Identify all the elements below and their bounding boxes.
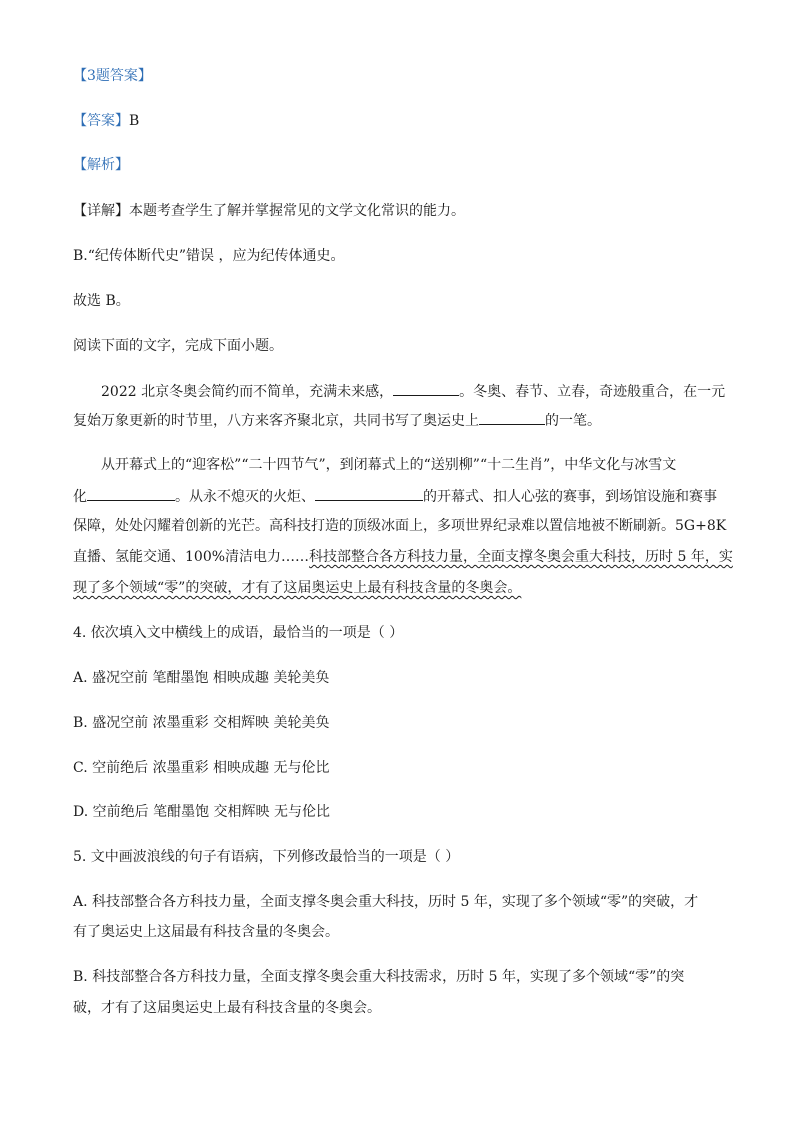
- q5-stem: 5. 文中画波浪线的句子有语病，下列修改最恰当的一项是（ ）: [73, 849, 460, 865]
- q4-option-b: B. 盛况空前 浓墨重彩 交相辉映 美轮美奂: [73, 715, 330, 731]
- passage-text: 2022 北京冬奥会简约而不简单，充满未来感，: [101, 384, 394, 400]
- answer-line: [73, 111, 139, 131]
- passage-p2-line4: [73, 547, 733, 567]
- q5-option-a-line2: 有了奥运史上这届最有科技含量的冬奥会。: [73, 924, 339, 940]
- answer-label: 【答案】: [73, 113, 129, 129]
- correction-text: B.“纪传体断代史”错误 ，应为纪传体通史。: [73, 248, 345, 264]
- detail-text: 本题考查学生了解并掌握常见的文学文化常识的能力。: [129, 203, 465, 219]
- fill-blank-4: [315, 486, 423, 501]
- wavy-underlined-sentence: 现了多个领域“零”的突破，才有了这届奥运史上最有科技含量的冬奥会。: [73, 580, 522, 596]
- passage-text: 的开幕式、扣人心弦的赛事，到场馆设施和赛事: [423, 489, 717, 505]
- answer-heading: 【3题答案】: [73, 68, 152, 84]
- passage-p2-line2: [73, 486, 717, 507]
- passage-text: 化: [73, 489, 87, 505]
- answer-value: B: [129, 113, 140, 129]
- reading-intro: 阅读下面的文字，完成下面小题。: [73, 338, 283, 354]
- analysis-label: 【解析】: [73, 157, 129, 173]
- passage-p2-line3: 保障，处处闪耀着创新的光芒。高科技打造的顶级冰面上，多项世界纪录难以置信地被不断刷新。5G+8K: [73, 518, 727, 534]
- fill-blank-3: [87, 486, 175, 501]
- q5-option-b-line2: 破，才有了这届奥运史上最有科技含量的冬奥会。: [73, 1000, 381, 1016]
- detail-line: [73, 201, 465, 221]
- passage-p2-line1: 从开幕式上的“迎客松”“二十四节气”，到闭幕式上的“送别柳”“十二生肖”，中华文化与冰雪文: [101, 457, 677, 473]
- passage-text: 直播、氢能交通、100%清洁电力……: [73, 549, 310, 565]
- passage-p1-line2: [73, 410, 601, 431]
- q4-option-d: D. 空前绝后 笔酣墨饱 交相辉映 无与伦比: [73, 804, 330, 820]
- passage-text: 的一笔。: [545, 413, 601, 429]
- detail-label: 【详解】: [73, 203, 129, 219]
- passage-p1-line1: [101, 381, 725, 402]
- q4-option-a: A. 盛况空前 笔酣墨饱 相映成趣 美轮美奂: [73, 670, 330, 686]
- passage-p2-line5: [73, 578, 521, 598]
- passage-text: 。冬奥、春节、立春，奇迹般重合，在一元: [459, 384, 726, 400]
- conclusion-text: 故选 B。: [73, 293, 130, 309]
- q5-option-a-line1: A. 科技部整合各方科技力量，全面支撑冬奥会重大科技，历时 5 年，实现了多个领域“零”的突破，才: [73, 894, 699, 910]
- passage-text: 。从永不熄灭的火炬、: [175, 489, 315, 505]
- q5-option-b-line1: B. 科技部整合各方科技力量，全面支撑冬奥会重大科技需求，历时 5 年，实现了多个领域“零”的突: [73, 969, 685, 985]
- fill-blank-1: [393, 381, 459, 396]
- q4-option-c: C. 空前绝后 浓墨重彩 相映成趣 无与伦比: [73, 760, 330, 776]
- q4-stem: 4. 依次填入文中横线上的成语，最恰当的一项是（ ）: [73, 625, 404, 641]
- fill-blank-2: [479, 410, 545, 425]
- wavy-underlined-sentence: 科技部整合各方科技力量，全面支撑冬奥会重大科技，历时 5 年，实: [309, 549, 733, 565]
- passage-text: 复始万象更新的时节里，八方来客齐聚北京，共同书写了奥运史上: [73, 413, 479, 429]
